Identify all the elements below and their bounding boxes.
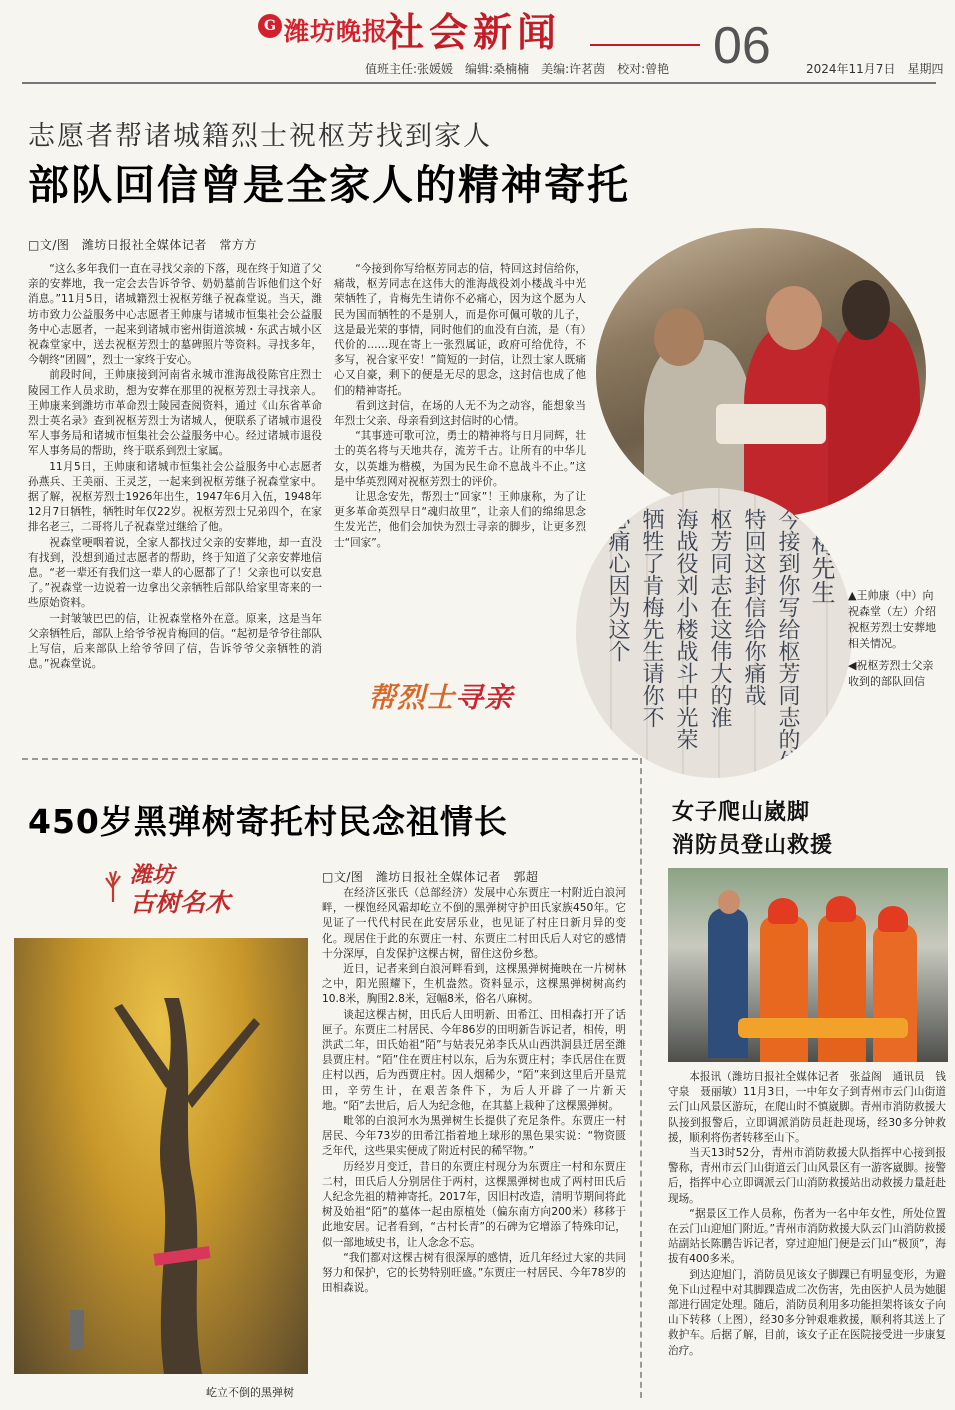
story3-headline: [672, 796, 833, 862]
paragraph: “今接到你写给枢芳同志的信，特回这封信给你，痛哉，枢芳同志在这伟大的淮海战役刘小楼战斗中光荣牺牲了，肯梅先生请你不必痛心，因为这个愿为人民为国而牺牲的不是别人，而是你可佩可敬的儿子，这是最光荣的事情，同时他们的血没有白流，是（有）代价的……现在寄上一张烈属证，政府可给优待，不多写，祝合家平安！”简短的一封信，让烈士家人既痛心又自豪，剩下的便是无尽的思念，这封信也成了他们的精神寄托。: [334, 263, 586, 397]
headline-line-2: 消防员登山救援: [672, 832, 834, 858]
paragraph: 当天13时52分，青州市消防救援大队指挥中心接到报警称，青州市云门山街道云门山风景区有一游客崴脚。接警后，指挥中心立即调派云门山消防救援站出动救援力量赶赴现场。: [668, 1147, 946, 1205]
column-label-line-1: 潍坊: [130, 863, 175, 888]
badge-part-2: 寻亲: [455, 681, 514, 714]
paragraph: 历经岁月变迁，昔日的东贾庄村现分为东贾庄一村和东贾庄二村，田氏后人分别居住于两村，这棵黑弹树也成了两村田氏后人纪念先祖的精神寄托。2017年，因旧村改造，清明节期间将此树及始祖“陌”的墓体一起由原植处（偏东南方向200米）移移于此地安居。记者看到，“古村长青”的石碑为它增添了特殊印记，似一部地域史书，让人念念不忘。: [322, 1160, 626, 1249]
story3-body: [668, 1070, 946, 1359]
paragraph: 到达迎旭门，消防员见该女子脚踝已有明显变形，为避免下山过程中对其脚踝造成二次伤害，先由医护人员为她腿部进行固定处理。随后，消防员利用多功能担架将该女子向山下转移（上图），经30多分钟艰难救援，顺利将其送上了救护车。后据了解，目前，该女子正在医院接受进一步康复治疗。: [668, 1268, 946, 1357]
story1-byline: □文/图 潍坊日报社全媒体记者 常方方: [28, 238, 257, 252]
story1-headline: 部队回信曾是全家人的精神寄托: [28, 161, 630, 209]
paragraph: 让思念安先，帮烈士“回家”！王帅康称，为了让更多革命英烈早日“魂归故里”，让亲人们的绵绵思念生发光芒，他们会加快为烈士寻亲的脚步，让更多烈士“回家”。: [334, 491, 586, 549]
story2-byline: □文/图 潍坊日报社全媒体记者 郭超: [322, 870, 539, 884]
page-number: 06: [713, 17, 771, 75]
letter-text: 今接到你写给枢芳同志的信: [775, 508, 800, 772]
hackberry-tree-photo: [14, 938, 308, 1374]
paper-logo-icon: G: [258, 14, 282, 38]
story2-body: [322, 886, 626, 1296]
column-label-ancient-trees: [130, 862, 230, 916]
photo-caption: ▲王帅康（中）向祝森堂（左）介绍祝枢芳烈士安葬地相关情况。: [848, 589, 936, 650]
paragraph: 本报讯（潍坊日报社全媒体记者 张益阁 通讯员 钱守泉 聂丽敏）11月3日，一中年女子到青州市云门山街道云门山风景区游玩，在爬山时不慎崴脚。青州市消防救援大队接到报警后，立即调派消防员赶赴现场，经30多分钟救援，顺利将伤者转移至山下。: [668, 1071, 946, 1144]
story2-headline: 450岁黑弹树寄托村民念祖情长: [28, 802, 508, 841]
section-divider: [22, 758, 638, 760]
letter-text: 枢芳同志在这伟大的淮: [707, 508, 732, 728]
letter-text: 肯梅先生: [807, 508, 835, 604]
story1-subtitle: 志愿者帮诸城籍烈士祝枢芳找到家人: [28, 121, 492, 152]
paragraph: 谈起这棵古树，田氏后人田明新、田希江、田相森打开了话匣子。东贾庄二村居民、今年86岁的田明新告诉记者，相传，明洪武二年，田氏始祖“陌”与姑表兄弟李氏从山西洪洞县迁居至潍县贾庄村。“陌”住在贾庄村以东，后为东贾庄村；李氏居住在贾庄村以西，后为西贾庄村。因人烟稀少，“陌”来到这里后开垦荒田，辛劳生计，在艰苦条件下，为后人开辟了一片新天地。“陌”去世后，后人为纪念他，在其墓上栽种了这棵黑弹树。: [322, 1008, 626, 1112]
editor-credits: 值班主任:张媛媛 编辑:桑楠楠 美编:许茗茵 校对:曾艳: [365, 62, 670, 76]
masthead-rule: [22, 82, 936, 84]
paragraph: 祝森堂哽咽着说，全家人都找过父亲的安葬地，却一直没有找到，没想到通过志愿者的帮助，终于知道了父亲安葬地信息。“老一辈还有我们这一辈人的心愿都了了！父亲也可以安息了。”祝森堂一边说着一边拿出父亲牺牲后部队给家里寄来的一些原始资料。: [28, 536, 322, 610]
badge-part-1: 帮烈士: [368, 681, 456, 714]
paragraph: 前段时间，王帅康接到河南省永城市淮海战役陈官庄烈士陵园工作人员求助，想为安葬在那里的祝枢芳烈士寻找亲人。王帅康来到潍坊市革命烈士陵园查阅资料，通过《山东省革命烈士英名录》查到祝枢芳烈士为诸城人，便联系了诸城市退役军人事务局和诸城市恒集社会公益服务中心。经过诸城市退役军人事务局的帮助，终于联系到烈士家属。: [28, 369, 322, 458]
story1-photo-captions: [848, 588, 940, 690]
paragraph: “据景区工作人员称，伤者为一名中年女性，所处位置在云门山迎旭门附近。”青州市消防救援大队云门山消防救援站副站长陈鹏告诉记者，穿过迎旭门便是云门山“极顶”，海拔有400多米。: [668, 1207, 946, 1266]
story2-photo-caption: 屹立不倒的黑弹树: [206, 1386, 294, 1399]
tree-icon: [98, 868, 128, 906]
firefighter-rescue-photo: [668, 868, 948, 1062]
paragraph: “这么多年我们一直在寻找父亲的下落，现在终于知道了父亲的安葬地，我一定会去告诉爷爷、奶奶墓前告诉他们这个好消息。”11月5日，诸城籍烈士祝枢芳继子祝森堂说。当天，潍坊市致力公益服务中心志愿者王帅康与诸城市恒集社会公益服务中心志愿者，一起来到诸城市密州街道滨城・东武古城小区祝森堂家中，送去祝枢芳烈士的墓碑照片等资料。寻找多年，今朝终“团圆”，烈士一家终于安心。: [28, 263, 322, 367]
masthead-divider: [590, 44, 700, 46]
army-letter-photo: [576, 488, 852, 778]
paragraph: 毗邻的白浪河水为黑弹树生长提供了充足条件。东贾庄一村居民、今年73岁的田希江指着地上球形的黑色果实说：“物资匮乏年代，这些果实便成了附近村民的稀罕物。”: [322, 1115, 626, 1158]
paragraph: “其事迹可歌可泣，勇士的精神将与日月同辉，壮士的英名将与天地共存，流芳千古。让所有的中华儿女，以英雄为楷模，为国为民生命不息战斗不止。”这是中华英烈网对祝枢芳烈士的评价。: [334, 430, 586, 488]
story1-column-2: [334, 262, 586, 551]
letter-text: 海战役刘小楼战斗中光荣: [673, 508, 698, 750]
letter-text: 必痛心因为这个: [605, 508, 630, 662]
paper-name: 潍坊晚报: [284, 17, 389, 46]
photo-caption: ◀祝枢芳烈士父亲收到的部队回信: [848, 659, 934, 688]
paragraph: 一封皱皱巴巴的信，让祝森堂格外在意。原来，这是当年父亲牺牲后，部队上给爷爷祝肯梅回的信。“起初是爷爷往部队上写信，后来部队上给爷爷回了信，告诉爷爷父亲牺牲的消息。”祝森堂说。: [28, 612, 322, 671]
paragraph: 看到这封信，在场的人无不为之动容，能想象当年烈士父亲、母亲看到这封信时的心情。: [334, 399, 586, 428]
paragraph: 11月5日，王帅康和诸城市恒集社会公益服务中心志愿者孙燕兵、王美丽、王灵芝，一起来到祝枢芳继子祝森堂家中。据了解，祝枢芳烈士1926年出生，1947年6月入伍，1948年12月7日牺牲，牺牲时年仅22岁。祝枢芳烈士兄弟四个，在家排名老三，二哥将儿子祝森堂过继给了他。: [28, 460, 322, 534]
issue-date: 2024年11月7日 星期四: [806, 62, 944, 76]
column-divider: [640, 758, 642, 1398]
letter-text: 特回这封信给你痛哉: [741, 508, 766, 706]
paragraph: 近日，记者来到白浪河畔看到，这棵黑弹树掩映在一片树林之中，阳光照耀下，生机盎然。资料显示，这棵黑弹树树高约10.8米，胸围2.8米，冠幅8米，俗名八麻树。: [322, 963, 626, 1006]
letter-text: 牺牲了肯梅先生请你不: [639, 508, 664, 728]
paragraph: “我们都对这棵古树有很深厚的感情，近几年经过大家的共同努力和保护，它的长势特别旺盛。”东贾庄一村居民、今年78岁的田相森说。: [322, 1251, 626, 1295]
story1-column-1: [28, 262, 322, 672]
headline-line-1: 女子爬山崴脚: [672, 799, 811, 825]
volunteers-family-photo: [596, 228, 926, 518]
column-label-line-2: 古树名木: [130, 888, 231, 917]
paragraph: 在经济区张氏（总部经济）发展中心东贾庄一村附近白浪河畔，一棵饱经风霜却屹立不倒的黑弹树守护田氏家族450年。它见证了一代代村民在此安居乐业，也见证了村庄日新月异的变化。现居住于此的东贾庄一村、东贾庄二村田氏后人对它的感情十分深厚，自发保护这棵古树，留住这份乡愁。: [322, 887, 626, 960]
section-title: 社会新闻: [385, 10, 562, 56]
column-badge-martyr-search: [368, 676, 513, 716]
